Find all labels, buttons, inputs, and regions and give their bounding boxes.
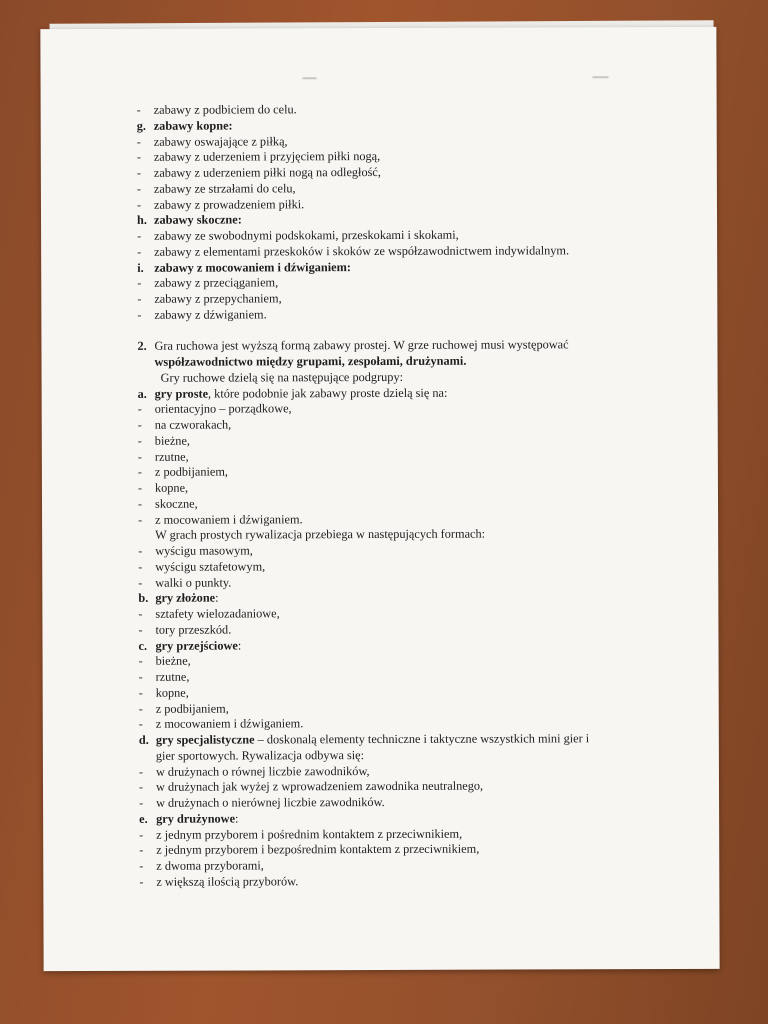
line-text: zabawy z mocowaniem i dźwiganiem: xyxy=(154,259,351,275)
document-line xyxy=(43,668,719,684)
list-marker: - xyxy=(137,433,142,448)
line-text: wyścigu sztafetowym, xyxy=(155,559,266,574)
document-line xyxy=(42,384,718,401)
list-marker: - xyxy=(137,449,142,464)
line-text: w drużynach o równej liczbie zawodników, xyxy=(155,763,370,779)
document-line xyxy=(41,321,717,323)
document-page xyxy=(40,27,719,971)
line-text: orientacyjno – porządkowe, xyxy=(154,401,292,417)
line-rest: – doskonalą elementy techniczne i taktyczne wszystkich mini gier i xyxy=(254,731,590,747)
document-line xyxy=(41,337,717,354)
line-rest: : xyxy=(237,637,242,652)
line-text xyxy=(155,638,241,654)
list-marker: - xyxy=(138,685,143,700)
list-marker: a. xyxy=(137,386,147,401)
document-line xyxy=(41,101,717,117)
line-text: zabawy ze swobodnymi podskokami, przeskokami i skokami, xyxy=(154,227,459,243)
list-marker: - xyxy=(137,228,142,243)
document-line xyxy=(42,495,718,511)
line-text: rzutne, xyxy=(154,449,189,464)
list-marker: - xyxy=(136,102,141,117)
list-marker: d. xyxy=(138,732,149,747)
line-text: sztafety wielozadaniowe, xyxy=(155,606,280,621)
list-marker: - xyxy=(137,402,142,417)
line-text: W grach prostych rywalizacja przebiega w następujących formach: xyxy=(155,526,486,543)
list-marker: - xyxy=(138,575,143,590)
line-text: bieżne, xyxy=(154,433,190,448)
document-line xyxy=(42,510,718,527)
document-line xyxy=(42,558,718,574)
document-line xyxy=(43,684,719,700)
line-text: na czworakach, xyxy=(154,417,232,432)
line-text: z większą ilością przyborów. xyxy=(156,874,299,889)
line-text: w drużynach jak wyżej z wprowadzeniem zawodnika neutralnego, xyxy=(155,778,484,795)
line-text: zabawy z prowadzeniem piłki. xyxy=(153,196,305,212)
bold-term: gry proste xyxy=(154,386,209,401)
list-marker: - xyxy=(138,701,143,716)
bold-term: gry drużynowe xyxy=(156,811,236,826)
bold-term: gry specjalistyczne xyxy=(155,732,255,747)
list-marker: - xyxy=(138,512,143,527)
list-marker: - xyxy=(138,559,143,574)
document-line xyxy=(41,306,717,322)
list-marker: - xyxy=(136,181,142,196)
line-text: bieżne, xyxy=(155,653,191,669)
line-text: zabawy z elementami przeskoków i skoków ze współzawodnictwem indywidalnym. xyxy=(154,243,570,259)
list-marker: - xyxy=(139,795,144,810)
document-line xyxy=(41,211,717,228)
line-text: tory przeszkód. xyxy=(155,622,232,637)
document-line xyxy=(41,195,717,212)
line-text: zabawy z przepychaniem, xyxy=(154,291,282,306)
line-text: z mocowaniem i dźwiganiem. xyxy=(155,511,303,527)
document-line xyxy=(43,873,719,889)
line-text: z mocowaniem i dźwiganiem. xyxy=(155,716,304,732)
list-marker: - xyxy=(137,244,142,259)
bold-term: gry złożone xyxy=(155,590,216,606)
line-text: kopne, xyxy=(155,685,189,700)
list-marker: - xyxy=(137,291,142,306)
line-text xyxy=(156,731,589,748)
list-marker: - xyxy=(139,843,144,858)
line-rest: , które podobnie jak zabawy proste dzielą się na: xyxy=(207,385,448,401)
document-line xyxy=(43,731,719,747)
line-text: współzawodnictwo między grupami, zespołami, drużynami. xyxy=(154,353,467,369)
line-text: z podbijaniem, xyxy=(155,701,229,716)
list-marker: 2. xyxy=(137,339,147,354)
document-line xyxy=(42,636,718,653)
line-text: wyścigu masowym, xyxy=(155,543,253,558)
list-marker: c. xyxy=(138,638,148,653)
document-line xyxy=(42,369,718,385)
list-marker: - xyxy=(138,669,143,684)
line-text xyxy=(156,811,238,827)
list-marker: - xyxy=(137,496,143,511)
line-text xyxy=(155,385,448,402)
line-text: skoczne, xyxy=(154,496,198,511)
line-text: zabawy ze strzałami do celu, xyxy=(153,181,296,196)
document-line xyxy=(42,621,718,637)
document-line xyxy=(42,573,718,590)
list-marker: i. xyxy=(137,260,144,275)
line-rest: : xyxy=(215,590,219,605)
list-marker: - xyxy=(138,622,143,637)
line-text: zabawy z przeciąganiem, xyxy=(154,275,279,291)
line-text: zabawy z podbiciem do celu. xyxy=(153,102,297,117)
faint-mark xyxy=(593,76,609,78)
list-marker: - xyxy=(136,134,141,149)
document-line xyxy=(41,243,717,259)
line-text: z jednym przyborem i bezpośrednim kontaktem z przeciwnikiem, xyxy=(156,841,480,858)
document-line xyxy=(43,699,719,716)
line-text: rzutne, xyxy=(155,669,190,684)
list-marker: - xyxy=(136,197,142,212)
list-marker: - xyxy=(136,150,141,165)
list-marker: b. xyxy=(138,591,149,606)
line-text: z podbijaniem, xyxy=(154,464,229,480)
line-text: zabawy z dźwiganiem. xyxy=(154,307,267,322)
bold-term: gry przejściowe xyxy=(155,637,238,653)
document-line xyxy=(42,416,718,432)
list-marker: - xyxy=(137,465,143,480)
list-marker: - xyxy=(138,764,144,779)
document-line xyxy=(43,794,719,810)
list-marker: - xyxy=(138,654,143,669)
document-line xyxy=(43,778,719,795)
faint-mark xyxy=(303,77,317,79)
line-text: zabawy z uderzeniem piłki nogą na odległość, xyxy=(153,164,381,180)
document-line xyxy=(42,447,718,464)
document-line xyxy=(43,762,719,779)
list-marker: - xyxy=(138,717,143,732)
document-line xyxy=(42,589,718,606)
line-text: gier sportowych. Rywalizacja odbywa się: xyxy=(155,747,365,763)
document-line xyxy=(41,148,717,165)
list-marker: h. xyxy=(137,213,147,228)
list-marker: - xyxy=(138,606,143,621)
line-text: z dwoma przyborami, xyxy=(156,858,264,873)
line-text: Gry ruchowe dzielą się na następujące podgrupy: xyxy=(160,369,404,385)
document-line xyxy=(43,715,719,732)
line-text: zabawy oswajające z piłką, xyxy=(153,133,288,149)
list-marker: - xyxy=(138,780,144,795)
line-text xyxy=(155,591,218,607)
list-marker: e. xyxy=(139,811,148,826)
list-marker: - xyxy=(139,858,144,873)
list-marker: - xyxy=(137,480,143,495)
line-text: z jednym przyborem i pośrednim kontaktem z przeciwnikiem, xyxy=(156,826,463,842)
list-marker: - xyxy=(137,276,142,291)
line-text: zabawy z uderzeniem i przyjęciem piłki nogą, xyxy=(153,149,381,165)
line-rest: : xyxy=(234,811,239,826)
line-text: zabawy skoczne: xyxy=(154,212,242,228)
document-line xyxy=(43,841,719,858)
list-marker: g. xyxy=(136,118,146,133)
list-marker: - xyxy=(139,874,144,889)
line-text: walki o punkty. xyxy=(155,575,232,590)
list-marker: - xyxy=(136,165,141,180)
list-marker: - xyxy=(137,417,142,432)
document-line xyxy=(42,432,718,448)
line-text: w drużynach o nierównej liczbie zawodników. xyxy=(156,794,385,810)
line-text: zabawy kopne: xyxy=(153,118,233,133)
document-line xyxy=(41,117,717,133)
document-line xyxy=(41,164,717,180)
line-text: Gra ruchowa jest wyższą formą zabawy prostej. W grze ruchowej musi występować xyxy=(154,337,569,354)
document-line xyxy=(41,290,717,306)
document-line xyxy=(42,526,718,543)
line-text: kopne, xyxy=(154,480,189,495)
document-line xyxy=(42,479,718,495)
list-marker: - xyxy=(138,543,143,558)
list-marker: - xyxy=(139,827,144,842)
list-marker: - xyxy=(137,307,142,322)
document-line xyxy=(42,463,718,480)
